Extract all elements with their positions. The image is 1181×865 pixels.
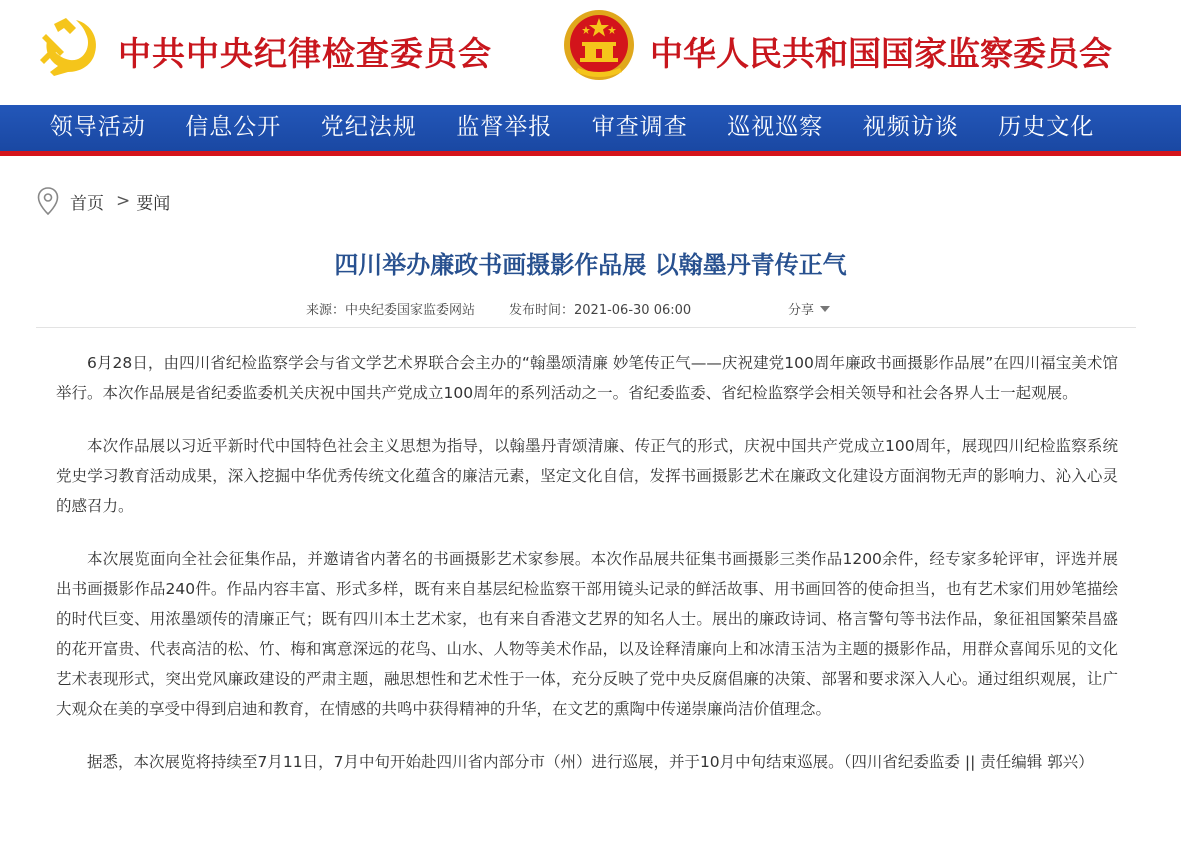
article-body [56,348,1118,800]
share-label: 分享 [788,303,815,318]
chevron-down-icon [820,306,830,312]
ccdi-title[interactable]: 中共中央纪律检查委员会 [118,34,492,73]
party-emblem-icon[interactable] [36,14,102,80]
article-paragraph: 本次作品展以习近平新时代中国特色社会主义思想为指导，以翰墨丹青颂清廉、传正气的形式，庆祝中国共产党成立100周年，展现四川纪检监察系统党史学习教育活动成果，深入挖掘中华优秀传统文化蕴含的廉洁元素，坚定文化自信，发挥书画摄影艺术在廉政文化建设方面润物无声的影响力、沁入心灵的感召力。 [56,437,1118,515]
main-nav [0,105,1181,151]
share-button[interactable] [788,299,830,318]
divider [36,327,1136,328]
nav-item-regulations[interactable]: 党纪法规 [320,114,417,140]
nav-item-inspection[interactable]: 巡视巡察 [727,114,824,140]
article-paragraph: 据悉，本次展览将持续至7月11日，7月中旬开始赴四川省内部分市（州）进行巡展，并于10月中旬结束巡展。（四川省纪委监委 || 责任编辑 郭兴） [87,753,1094,771]
article-source: 来源：中央纪委国家监委网站 [306,303,476,318]
breadcrumb-separator: > [116,191,131,211]
nav-item-history[interactable]: 历史文化 [998,114,1095,140]
nav-item-supervision[interactable]: 监督举报 [456,114,553,140]
breadcrumb [36,186,170,216]
nav-item-disclosure[interactable]: 信息公开 [185,114,282,140]
nav-item-video[interactable]: 视频访谈 [862,114,959,140]
nav-underline [0,151,1181,156]
site-header [0,0,1181,105]
article-paragraph: 本次展览面向全社会征集作品，并邀请省内著名的书画摄影艺术家参展。本次作品展共征集书画摄影三类作品1200余件，经专家多轮评审，评选并展出书画摄影作品240件。作品内容丰富、形式多样，既有来自基层纪检监察干部用镜头记录的鲜活故事、用书画回答的使命担当，也有艺术家们用妙笔描绘的时代巨变、用浓墨颂传的清廉正气；既有四川本土艺术家，也有来自香港文艺界的知名人士。展出的廉政诗词、格言警句等书法作品，象征祖国繁荣昌盛的花开富贵、代表高洁的松、竹、梅和寓意深远的花鸟、山水、人物等美术作品，以及诠释清廉向上和冰清玉洁为主题的摄影作品，用群众喜闻乐见的文化艺术表现形式，突出党风廉政建设的严肃主题，融思想性和艺术性于一体，充分反映了党中央反腐倡廉的决策、部署和要求深入人心。通过组织观展，让广大观众在美的享受中得到启迪和教育，在情感的共鸣中获得精神的升华，在文艺的熏陶中传递崇廉尚洁价值理念。 [56,550,1118,718]
article-published: 发布时间：2021-06-30 06:00 [509,303,692,318]
national-emblem-icon[interactable] [562,6,636,84]
breadcrumb-current[interactable]: 要闻 [136,193,171,214]
article-meta [306,299,691,318]
article-title: 四川举办廉政书画摄影作品展 以翰墨丹青传正气 [334,251,847,279]
nav-item-leadership[interactable]: 领导活动 [49,114,146,140]
breadcrumb-home[interactable]: 首页 [70,193,104,214]
nav-item-investigation[interactable]: 审查调查 [591,114,688,140]
location-pin-icon [36,186,60,216]
article-paragraph: 6月28日，由四川省纪检监察学会与省文学艺术界联合会主办的“翰墨颂清廉 妙笔传正气——庆祝建党100周年廉政书画摄影作品展”在四川福宝美术馆举行。本次作品展是省纪委监委机关庆祝中国共产党成立100周年的系列活动之一。省纪委监委、省纪检监察学会相关领导和社会各界人士一起观展。 [56,354,1118,402]
nsc-title[interactable]: 中华人民共和国国家监察委员会 [650,34,1112,73]
